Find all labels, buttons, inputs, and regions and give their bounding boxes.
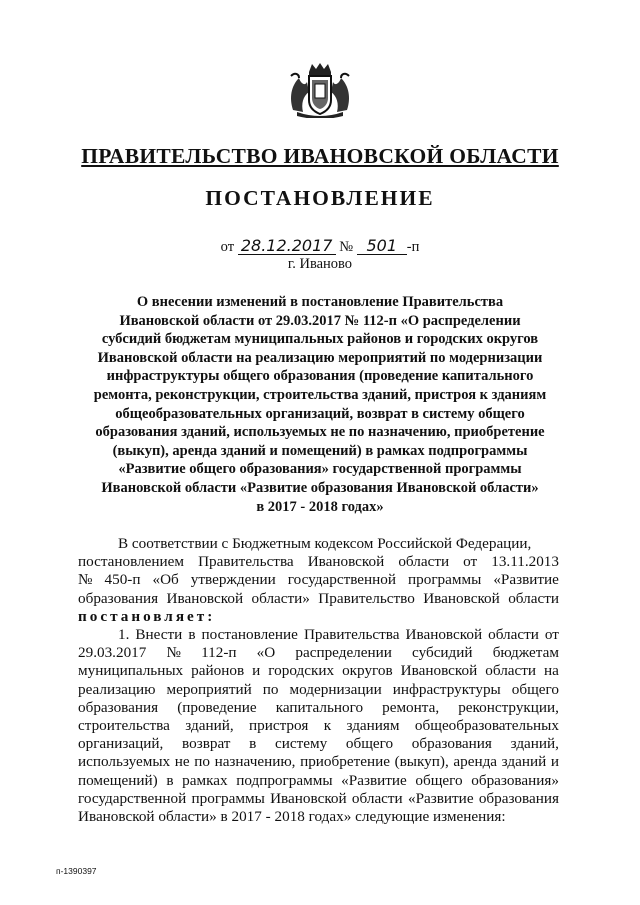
body-line	[78, 626, 559, 644]
body-word: 13.11.2013	[491, 553, 559, 571]
body-word: Ивановской	[270, 789, 347, 807]
body-word: образования	[411, 735, 492, 753]
body-line	[78, 772, 559, 790]
subject-line: ремонта, реконструкции, строительства зданий, пристроя к зданиям	[93, 386, 547, 403]
document-body	[78, 535, 559, 826]
coat-of-arms-ivanovo-icon	[287, 62, 353, 118]
body-word: зданий	[501, 753, 547, 771]
body-word: пристроя	[249, 717, 309, 735]
body-word: распределении	[295, 644, 392, 662]
body-word: Ивановской	[405, 626, 483, 644]
body-word: области	[351, 789, 403, 807]
body-word: Правительства	[303, 626, 400, 644]
subject-line: Ивановской области «Развитие образования Ивановской области»	[101, 479, 539, 496]
body-word: помещений)	[78, 771, 158, 789]
body-word: общего	[415, 771, 463, 789]
subject-line: образования зданий, используемых не по назначению, приобретение	[95, 424, 545, 441]
body-word: государственной	[287, 571, 397, 589]
body-word: области	[485, 662, 537, 680]
body-word: зданий,	[510, 735, 559, 753]
body-word: области	[508, 589, 559, 607]
body-word: зданиям	[346, 717, 400, 735]
body-word: (проведение	[177, 698, 257, 716]
body-word: общего	[345, 735, 394, 753]
body-word: зданий,	[185, 717, 234, 735]
body-line	[78, 681, 559, 699]
body-word: области	[488, 626, 539, 644]
body-word: по	[194, 753, 210, 771]
number-label: №	[339, 239, 354, 255]
body-word: Ивановской	[400, 662, 478, 680]
body-line	[78, 790, 559, 808]
handwritten-number: 501	[357, 237, 407, 255]
body-line: В соответствии с Бюджетным кодексом Российской Федерации,	[118, 535, 532, 552]
body-word: №	[78, 571, 93, 589]
date-from-label: от	[220, 239, 235, 255]
city: г. Иваново	[287, 256, 353, 272]
resolves-word: постановляет:	[78, 607, 216, 625]
document-type: ПОСТАНОВЛЕНИЕ	[205, 186, 435, 210]
body-word: капитального	[275, 698, 364, 716]
subject-line: (выкуп), аренда зданий и помещений) в рамках подпрограммы	[112, 442, 528, 459]
body-word: 29.03.2017	[78, 644, 147, 662]
body-word: общего	[511, 680, 559, 698]
government-title: ПРАВИТЕЛЬСТВО ИВАНОВСКОЙ ОБЛАСТИ	[81, 144, 559, 168]
document-code: п-1390397	[56, 866, 97, 876]
body-word: «О	[256, 644, 276, 662]
subject-line: в 2017 - 2018 годах»	[256, 498, 384, 515]
document-subject	[60, 293, 580, 516]
body-word: (выкуп),	[394, 753, 449, 771]
body-word: не	[174, 753, 190, 771]
date-number-line	[0, 237, 640, 256]
body-word: от	[544, 626, 559, 644]
handwritten-date: 28.12.2017	[238, 237, 336, 255]
body-word: 112-п	[201, 644, 237, 662]
body-word: систему	[275, 735, 328, 753]
body-word: субсидий	[412, 644, 473, 662]
body-line	[78, 735, 559, 753]
subject-line: «Развитие общего образования» государственной программы	[118, 461, 522, 478]
body-word: 1.	[118, 626, 130, 644]
body-word: программы	[408, 571, 482, 589]
body-word: области»	[251, 589, 310, 607]
body-line	[78, 571, 559, 589]
body-word: организаций,	[78, 735, 164, 753]
body-word: «Развитие	[493, 571, 559, 589]
body-word: Внести	[135, 626, 183, 644]
body-word: аренда	[453, 753, 498, 771]
body-word: постановлением	[78, 553, 185, 571]
body-word: муниципальных	[78, 662, 184, 680]
body-word: государственной	[78, 789, 187, 807]
body-line	[78, 553, 559, 571]
body-word: утверждении	[190, 571, 276, 589]
body-word: в	[249, 735, 257, 753]
body-line	[78, 753, 559, 771]
body-word: реализацию	[78, 680, 156, 698]
body-line	[78, 662, 559, 680]
body-word: бюджетам	[492, 644, 559, 662]
body-word: «Развитие	[407, 789, 474, 807]
body-line	[78, 590, 559, 608]
body-word: образования	[78, 698, 159, 716]
body-line	[78, 717, 559, 735]
body-word: округов	[342, 662, 393, 680]
body-word: общеобразовательных	[414, 717, 559, 735]
body-word: от	[463, 553, 478, 571]
body-word: строительства	[78, 717, 170, 735]
body-word: инфраструктуры	[392, 680, 501, 698]
body-word: и	[550, 753, 559, 771]
body-word: городских	[268, 662, 335, 680]
body-word: на	[544, 662, 559, 680]
body-word: Правительство	[318, 589, 415, 607]
subject-line: О внесении изменений в постановление Правительства	[136, 294, 504, 310]
number-suffix: -п	[406, 239, 420, 255]
body-word: назначению,	[214, 753, 296, 771]
body-word: «Об	[152, 571, 179, 589]
body-word: рамках	[182, 771, 228, 789]
subject-line: инфраструктуры общего образования (проведение капитального	[106, 368, 534, 385]
body-word: образования	[478, 789, 559, 807]
body-word: приобретение	[300, 753, 390, 771]
body-word: возврат	[182, 735, 231, 753]
body-word: используемых	[78, 753, 171, 771]
body-word: Правительства	[198, 553, 294, 571]
body-word: постановление	[201, 626, 298, 644]
body-word: модернизации	[289, 680, 382, 698]
body-line	[78, 699, 559, 717]
body-word: 450-п	[104, 571, 141, 589]
body-word: «Развитие	[341, 771, 407, 789]
body-word: по	[262, 680, 279, 698]
body-line: Ивановской области» в 2017 - 2018 годах» следующие изменения:	[78, 808, 506, 826]
body-word: №	[166, 644, 181, 662]
body-word: и	[252, 662, 261, 680]
body-word: в	[188, 626, 196, 644]
body-word: программы	[191, 789, 265, 807]
body-word: к	[323, 717, 332, 735]
body-word: области	[398, 553, 450, 571]
body-word: в	[166, 771, 174, 789]
body-word: Ивановской	[166, 589, 244, 607]
body-word: подпрограммы	[236, 771, 333, 789]
subject-line: общеобразовательных организаций, возврат в систему общего	[115, 405, 525, 422]
body-word: Ивановской	[307, 553, 385, 571]
body-word: мероприятий	[166, 680, 252, 698]
body-word: образования»	[471, 771, 559, 789]
body-word: образования	[78, 589, 159, 607]
body-word: реконструкции,	[458, 698, 559, 716]
body-line	[78, 644, 559, 662]
body-word: ремонта,	[382, 698, 440, 716]
subject-line: Ивановской области на реализацию мероприятий по модернизации	[97, 349, 543, 366]
body-word: Ивановской	[423, 589, 500, 607]
subject-line: субсидий бюджетам муниципальных районов и городских округов	[101, 331, 539, 348]
subject-line: Ивановской области от 29.03.2017 № 112-п «О распределении	[119, 312, 521, 329]
body-word: районов	[191, 662, 245, 680]
